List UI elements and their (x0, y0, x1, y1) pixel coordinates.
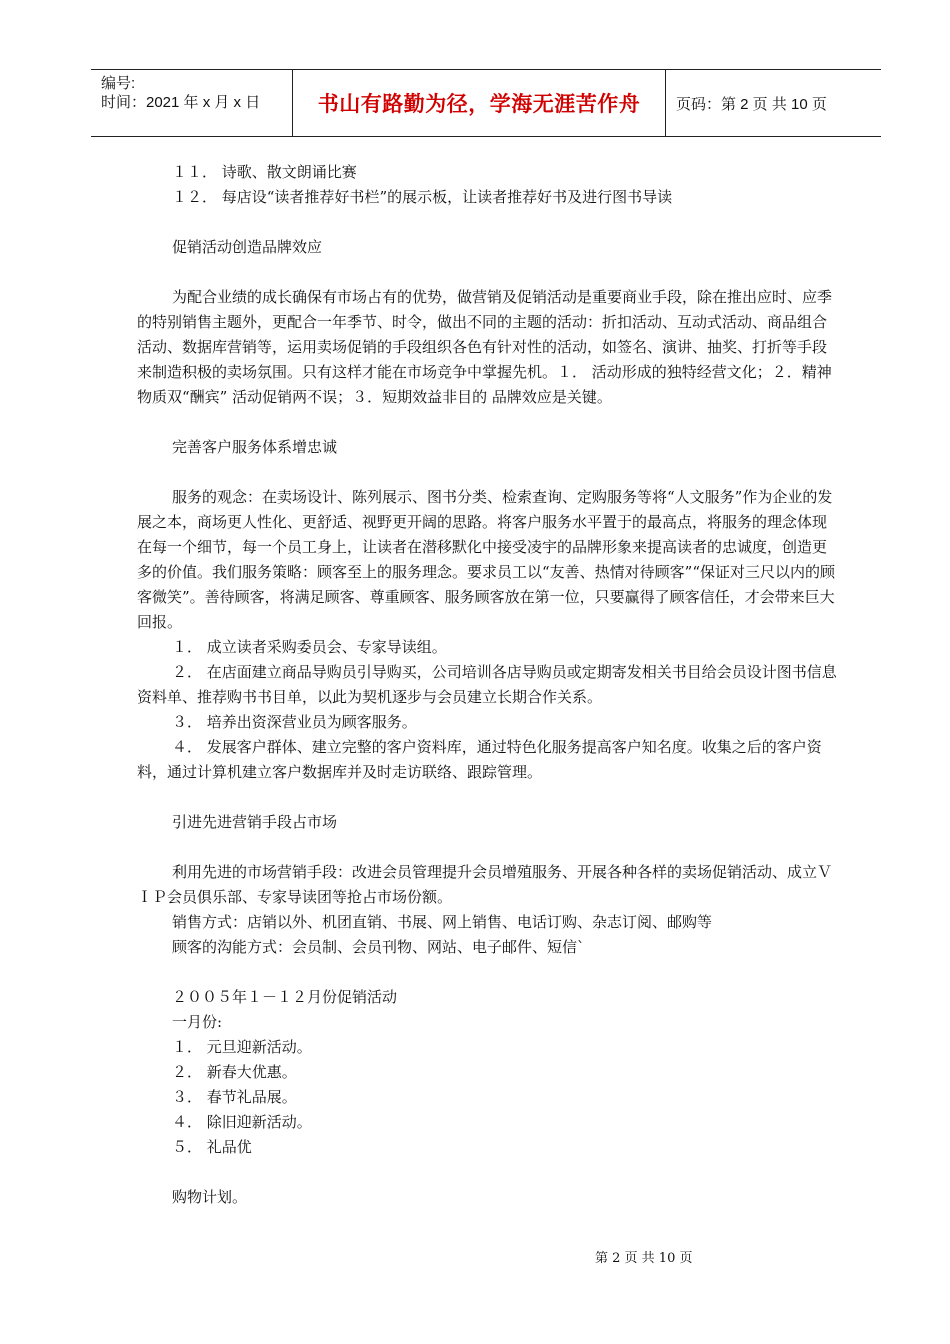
section-heading: 完善客户服务体系增忠诚 (172, 438, 338, 456)
list-item: ２． 在店面建立商品导购员引导购买，公司培训各店导购员或定期寄发相关书目给会员设计图书信息资料单、推荐购书书目单，以此为契机逐步与会员建立长期合作关系。 (137, 663, 837, 706)
page-header (91, 69, 881, 137)
header-meta (91, 70, 293, 136)
paragraph: 为配合业绩的成长确保有市场占有的优势，做营销及促销活动是重要商业手段，除在推出应时、应季的特别销售主题外，更配合一年季节、时令，做出不同的主题的活动：折扣活动、互动式活动、商品组合活动、数据库营销等，运用卖场促销的手段组织各色有针对性的活动，如签名、演讲、抽奖、打折等手段来制造积极的卖场氛围。只有这样才能在市场竞争中掌握先机。１． 活动形成的独特经营文化；２．精神物质双“酬宾” 活动促销两不误；３．短期效益非目的 品牌效应是关键。 (137, 288, 833, 406)
plan-title: ２００５年１－１２月份促销活动 (172, 988, 398, 1006)
section-heading: 引进先进营销手段占市场 (172, 813, 338, 831)
list-item: １１． 诗歌、散文朗诵比赛 (172, 163, 357, 181)
header-page-info: 页码：第 2 页 共 10 页 (676, 95, 827, 113)
header-motto-cell (293, 70, 666, 136)
list-item: １２． 每店设“读者推荐好书栏”的展示板，让读者推荐好书及进行图书导读 (172, 188, 673, 206)
number-label: 编号: (101, 75, 136, 92)
paragraph: 销售方式：店销以外、机团直销、书展、网上销售、电话订购、杂志订阅、邮购等 (172, 913, 713, 931)
page-footer: 第 2 页 共 10 页 (595, 1251, 693, 1266)
paragraph: 购物计划。 (172, 1188, 248, 1206)
list-item: ３． 培养出资深营业员为顾客服务。 (172, 713, 417, 731)
list-item: ４． 发展客户群体、建立完整的客户资料库，通过特色化服务提高客户知名度。收集之后的客户资料，通过计算机建立客户数据库并及时走访联络、跟踪管理。 (137, 738, 822, 781)
time-label: 时间：2021 年 x 月 x 日 (101, 94, 261, 111)
list-item: ２． 新春大优惠。 (172, 1063, 297, 1081)
list-item: １． 成立读者采购委员会、专家导读组。 (172, 638, 447, 656)
list-item: ５． 礼品优 (172, 1138, 252, 1156)
document-body (137, 160, 837, 1210)
list-item: ３． 春节礼品展。 (172, 1088, 297, 1106)
list-item: １． 元旦迎新活动。 (172, 1038, 312, 1056)
paragraph: 顾客的沟能方式：会员制、会员刊物、网站、电子邮件、短信` (172, 938, 585, 956)
month-label: 一月份: (172, 1013, 223, 1031)
header-motto: 书山有路勤为径，学海无涯苦作舟 (317, 92, 641, 116)
paragraph: 服务的观念：在卖场设计、陈列展示、图书分类、检索查询、定购服务等将“人文服务”作为企业的发展之本，商场更人性化、更舒适、视野更开阔的思路。将客户服务水平置于的最高点，将服务的理念体现在每一个细节，每一个员工身上，让读者在潜移默化中接受凌宇的品牌形象来提高读者的忠诚度，创造更多的价值。我们服务策略：顾客至上的服务理念。要求员工以“友善、热情对待顾客”“保证对三尺以内的顾客微笑”。善待顾客，将满足顾客、尊重顾客、服务顾客放在第一位，只要赢得了顾客信任，才会带来巨大回报。 (137, 488, 836, 631)
section-heading: 促销活动创造品牌效应 (172, 238, 323, 256)
paragraph: 利用先进的市场营销手段：改进会员管理提升会员增殖服务、开展各种各样的卖场促销活动、成立ＶＩＰ会员俱乐部、专家导读团等抢占市场份额。 (137, 863, 833, 906)
list-item: ４． 除旧迎新活动。 (172, 1113, 312, 1131)
